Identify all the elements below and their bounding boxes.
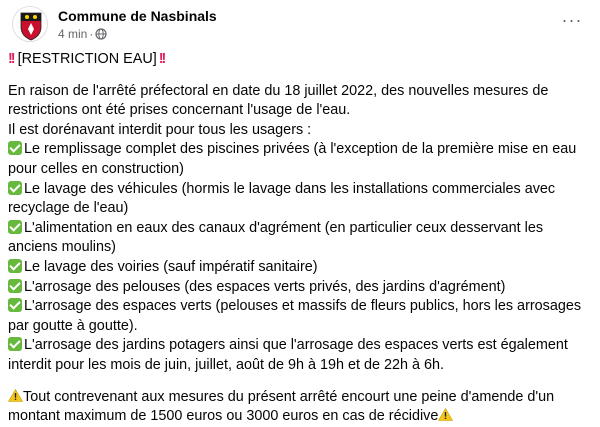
check-mark-button-icon [8,337,22,351]
double-exclamation-icon: !! [158,51,165,67]
post-title-line [8,50,592,70]
more-options-icon[interactable]: ··· [561,9,583,30]
double-exclamation-icon: !! [8,51,14,67]
post-body [8,50,592,427]
post-author[interactable]: Commune de Nasbinals [58,8,217,24]
coat-of-arms-icon[interactable] [12,6,48,42]
warning-icon [438,408,453,421]
spacer [8,376,592,388]
list-item-text: L'arrosage des espaces verts (pelouses et massifs de fleurs publics, hors les arrosages par goutte à goutte). [8,298,582,334]
meta-separator: · [89,27,94,41]
check-mark-button-icon [8,141,22,155]
warning-paragraph [8,388,592,427]
post-meta [58,27,107,41]
check-mark-button-icon [8,220,22,234]
post-title: [RESTRICTION EAU] [17,51,157,67]
check-mark-button-icon [8,259,22,273]
list-item [8,297,592,336]
list-item-text: Le lavage des voiries (sauf impératif sanitaire) [24,258,318,275]
list-item [8,336,592,375]
check-mark-button-icon [8,298,22,312]
check-mark-button-icon [8,279,22,293]
spacer [8,70,592,82]
globe-icon[interactable] [95,28,107,40]
list-item-text: Le remplissage complet des piscines privées (à l'exception de la première mise en eau pour celles en construction) [8,141,577,177]
check-mark-button-icon [8,181,22,195]
list-item [8,180,592,219]
list-item [8,278,592,298]
post-time[interactable]: 4 min [58,27,88,41]
post-header [12,6,588,42]
list-item [8,258,592,278]
warning-text: Tout contrevenant aux mesures du présent arrêté encourt une peine d'amende d'un montant maximum de 1500 euros ou 3000 euros en cas de récidive [8,388,555,425]
intro-line: Il est dorénavant interdit pour tous les usagers : [8,121,312,138]
list-item [8,219,592,258]
list-item-text: Le lavage des véhicules (hormis le lavage dans les installations commerciales avec recyclage de l'eau) [8,180,556,217]
intro-paragraph: En raison de l'arrêté préfectoral en date du 18 juillet 2022, des nouvelles mesures de restrictions ont été prises concernant l'usage de l'eau. [8,82,549,119]
list-item-text: L'alimentation en eaux des canaux d'agrément (en particulier ceux desservant les anciens moulins) [8,219,544,256]
list-item-text: L'arrosage des jardins potagers ainsi que l'arrosage des espaces verts est également interdit pour les mois de juin, juillet, août de 9h à 19h et de 22h à 6h. [8,337,568,373]
list-item-text: L'arrosage des pelouses (des espaces verts privés, des jardins d'agrément) [24,278,506,295]
list-item [8,140,592,179]
